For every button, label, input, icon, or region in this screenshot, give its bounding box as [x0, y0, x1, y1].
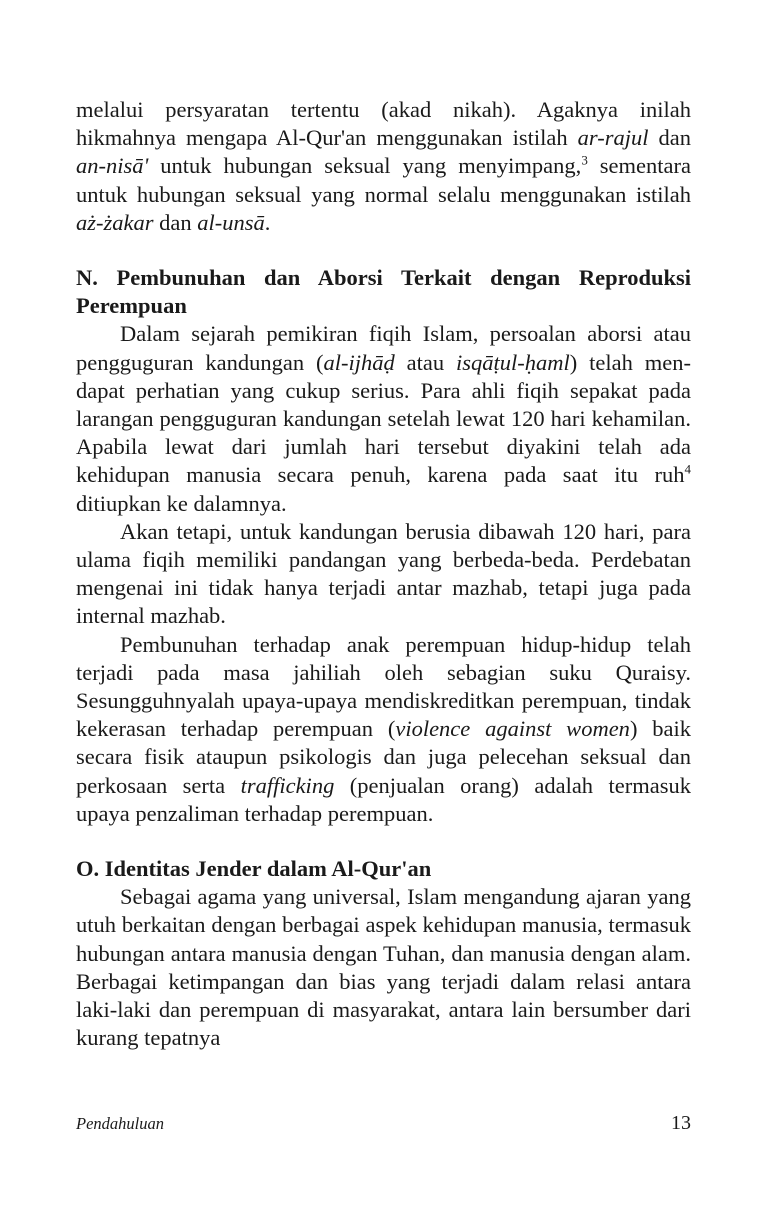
- italic-term: trafficking: [240, 772, 335, 798]
- footnote-ref[interactable]: 4: [684, 461, 691, 477]
- text-run: sementara untuk hubungan seksual yang normal selalu menggunakan istilah: [76, 153, 691, 207]
- italic-term: aż-żakar: [76, 209, 154, 235]
- section-n-paragraph-2: Akan tetapi, untuk kandungan berusia dibawah 120 hari, para ulama fiqih memiliki pandangan yang berbeda-beda. Perdebatan mengenai ini tidak hanya terjadi antar mazhab, tetapi juga pada internal mazhab.: [76, 518, 691, 629]
- page-number: 13: [671, 1112, 691, 1134]
- page-footer: [76, 1112, 691, 1138]
- italic-term: violence against women: [395, 716, 630, 742]
- page-body: [76, 96, 691, 1053]
- text-run: dan: [153, 209, 198, 235]
- section-o-heading: O. Identitas Jender dalam Al-Qur'an: [76, 856, 432, 882]
- running-title: Pendahuluan: [76, 1114, 164, 1133]
- text-run: melalui persyaratan tertentu (akad nikah). Agaknya inilah hikmahnya mengapa Al-Qur'an menggunakan istilah: [76, 97, 691, 151]
- italic-term: ar-rajul: [577, 125, 649, 151]
- section-n-paragraph-3: [76, 631, 691, 828]
- text-run: ditiupkan ke dalamnya.: [76, 490, 287, 516]
- text-run: ) telah men-dapat perhatian yang cukup serius. Para ahli fiqih sepakat pada larangan pengguguran kandungan setelah lewat 120 hari kehamilan. Apabila lewat dari jumlah hari tersebut diyakini telah ada kehidupan manusia secara penuh, karena pada saat itu ruh: [76, 349, 691, 488]
- section-n-heading: N. Pembunuhan dan Aborsi Terkait dengan Reproduksi Perempuan: [76, 265, 691, 319]
- text-run: Dalam sejarah pemikiran fiqih Islam, persoalan aborsi atau pengguguran kandungan (: [76, 321, 691, 375]
- italic-term: al-unsā: [197, 209, 265, 235]
- text-run: .: [264, 209, 271, 235]
- intro-paragraph: [76, 96, 691, 237]
- italic-term: al-ijhāḍ: [323, 349, 395, 375]
- text-run: ) baik secara fisik ataupun psikologis dan juga pelecehan seksual dan perkosaan serta: [76, 716, 691, 798]
- text-run: Pembunuhan terhadap anak perempuan hidup-hidup telah terjadi pada masa jahiliah oleh sebagian suku Quraisy. Sesungguhnyalah upaya-upaya mendiskreditkan perempuan, tindak kekerasan terhadap perempuan (: [76, 631, 691, 742]
- text-run: atau: [394, 349, 456, 375]
- text-run: dan: [648, 125, 691, 151]
- footnote-ref[interactable]: 3: [581, 152, 588, 168]
- section-o-paragraph-1: Sebagai agama yang universal, Islam mengandung ajaran yang utuh berkaitan dengan berbagai aspek kehidupan manusia, termasuk hubungan antara manusia dengan Tuhan, dan manusia dengan alam. Berbagai ketimpangan dan bias yang terjadi dalam relasi antara laki-laki dan perempuan di masyarakat, antara lain bersumber dari kurang tepatnya: [76, 884, 691, 1051]
- italic-term: isqāṭul-ḥaml: [455, 349, 570, 375]
- section-n-paragraph-1: [76, 320, 691, 517]
- italic-term: an-nisā': [76, 153, 149, 179]
- text-run: untuk hubungan seksual yang menyimpang,: [148, 153, 582, 179]
- text-run: (penjualan orang) adalah termasuk upaya penzaliman terhadap perempuan.: [76, 772, 691, 826]
